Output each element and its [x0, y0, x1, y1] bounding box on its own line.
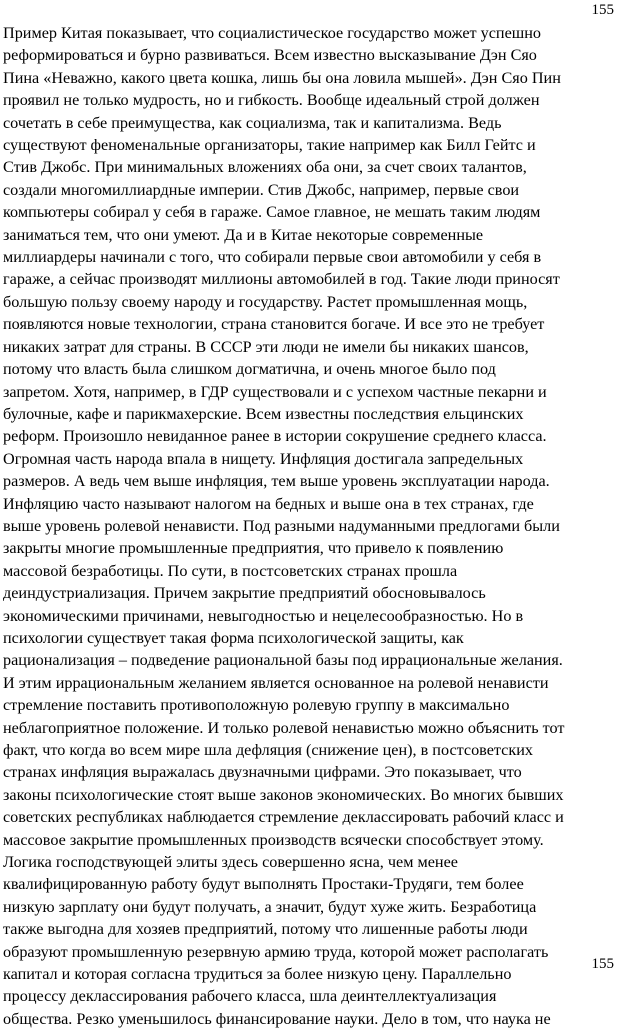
- text-line: выше уровень ролевой ненависти. Под разными надуманными предлогами были: [3, 516, 560, 535]
- text-line: странах инфляция выражалась двузначными цифрами. Это показывает, что: [3, 763, 522, 782]
- text-line: гараже, а сейчас производят миллионы автомобилей в год. Такие люди приносят: [3, 270, 560, 289]
- text-line: заниматься тем, что они умеют. Да и в Китае некоторые современные: [3, 225, 484, 244]
- text-line: квалифицированную работу будут выполнять Простаки-Трудяги, тем более: [3, 875, 524, 894]
- text-line: Пина «Неважно, какого цвета кошка, лишь бы она ловила мышей». Дэн Сяо Пин: [3, 68, 561, 87]
- text-line: Пример Китая показывает, что социалистическое государство может успешно: [3, 24, 542, 42]
- text-line: существуют феноменальные организаторы, такие например как Билл Гейтс и: [3, 136, 536, 155]
- text-line: Инфляцию часто называют налогом на бедных и выше она в тех странах, где: [3, 494, 534, 513]
- text-line: никаких затрат для страны. В СССР эти люди не имели бы никаких шансов,: [3, 337, 529, 356]
- text-line: экономическими причинами, невыгодностью и нецелесообразностью. Но в: [3, 606, 524, 625]
- text-line: проявил не только мудрость, но и гибкость. Вообще идеальный строй должен: [3, 91, 540, 110]
- text-line: Огромная часть народа впала в нищету. Инфляция достигала запредельных: [3, 449, 524, 468]
- text-line: советских республиках наблюдается стремление деклассировать рабочий класс и: [3, 808, 564, 827]
- text-line: размеров. А ведь чем выше инфляция, тем выше уровень эксплуатации народа.: [3, 472, 550, 491]
- text-line: запретом. Хотя, например, в ГДР существовали и с успехом частные пекарни и: [3, 382, 547, 401]
- text-line: компьютеры собирал у себя в гараже. Самое главное, не мешать таким людям: [3, 203, 541, 222]
- text-line: потому что власть была слишком догматична, и очень многое было под: [3, 360, 496, 379]
- text-line: также выгодна для хозяев предприятий, потому что лишенные работы люди: [3, 920, 528, 939]
- text-line: большую пользу своему народу и государству. Растет промышленная мощь,: [3, 292, 528, 311]
- text-line: реформироваться и бурно развиваться. Всем известно высказывание Дэн Сяо: [3, 46, 537, 65]
- text-line: процессу деклассирования рабочего класса, шла деинтеллектуализация: [3, 987, 497, 1006]
- text-line: общества. Резко уменьшилось финансирование науки. Дело в том, что наука не: [3, 1009, 551, 1028]
- page-number-bottom: 155: [591, 956, 614, 972]
- text-line: массовой безработицы. По сути, в постсоветских странах прошла: [3, 561, 458, 580]
- text-line: Стив Джобс. При минимальных вложениях оба они, за счет своих талантов,: [3, 158, 527, 177]
- text-line: появляются новые технологии, страна становится богаче. И все это не требует: [3, 315, 545, 334]
- page-number-top: 155: [591, 2, 614, 18]
- text-line: создали многомиллиардные империи. Стив Джобс, например, первые свои: [3, 180, 520, 199]
- text-line: деиндустриализация. Причем закрытие предприятий обосновывалось: [3, 584, 486, 603]
- text-line: сочетать в себе преимущества, как социализма, так и капитализма. Ведь: [3, 113, 502, 132]
- text-line: капитал и которая согласна трудиться за более низкую цену. Параллельно: [3, 965, 512, 984]
- body-text: [3, 22, 615, 1030]
- text-line: рационализация – подведение рациональной базы под иррациональные желания.: [3, 651, 563, 670]
- text-line: неблагоприятное положение. И только ролевой ненавистью можно объяснить тот: [3, 718, 565, 737]
- text-line: стремление поставить противоположную ролевую группу в максимально: [3, 696, 510, 715]
- text-line: Логика господствующей элиты здесь совершенно ясна, чем менее: [3, 853, 458, 872]
- text-line: закрыты многие промышленные предприятия, что привело к появлению: [3, 539, 504, 558]
- text-line: И этим иррациональным желанием является основанное на ролевой ненависти: [3, 673, 549, 692]
- text-line: массовое закрытие промышленных производств всячески способствует этому.: [3, 830, 544, 849]
- text-line: психологии существует такая форма психологической защиты, как: [3, 628, 464, 647]
- text-line: факт, что когда во всем мире шла дефляция (снижение цен), в постсоветских: [3, 741, 533, 759]
- text-line: реформ. Произошло невиданное ранее в истории сокрушение среднего класса.: [3, 427, 547, 446]
- text-line: низкую зарплату они будут получать, а значит, будут хуже жить. Безработица: [3, 897, 537, 916]
- text-line: булочные, кафе и парикмахерские. Всем известны последствия ельцинских: [3, 404, 524, 423]
- text-line: миллиардеры начинали с того, что собирали первые свои автомобили у себя в: [3, 248, 542, 267]
- text-line: законы психологические стоят выше законов экономических. Во многих бывших: [3, 785, 564, 804]
- text-line: образуют промышленную резервную армию труда, которой может располагать: [3, 942, 549, 961]
